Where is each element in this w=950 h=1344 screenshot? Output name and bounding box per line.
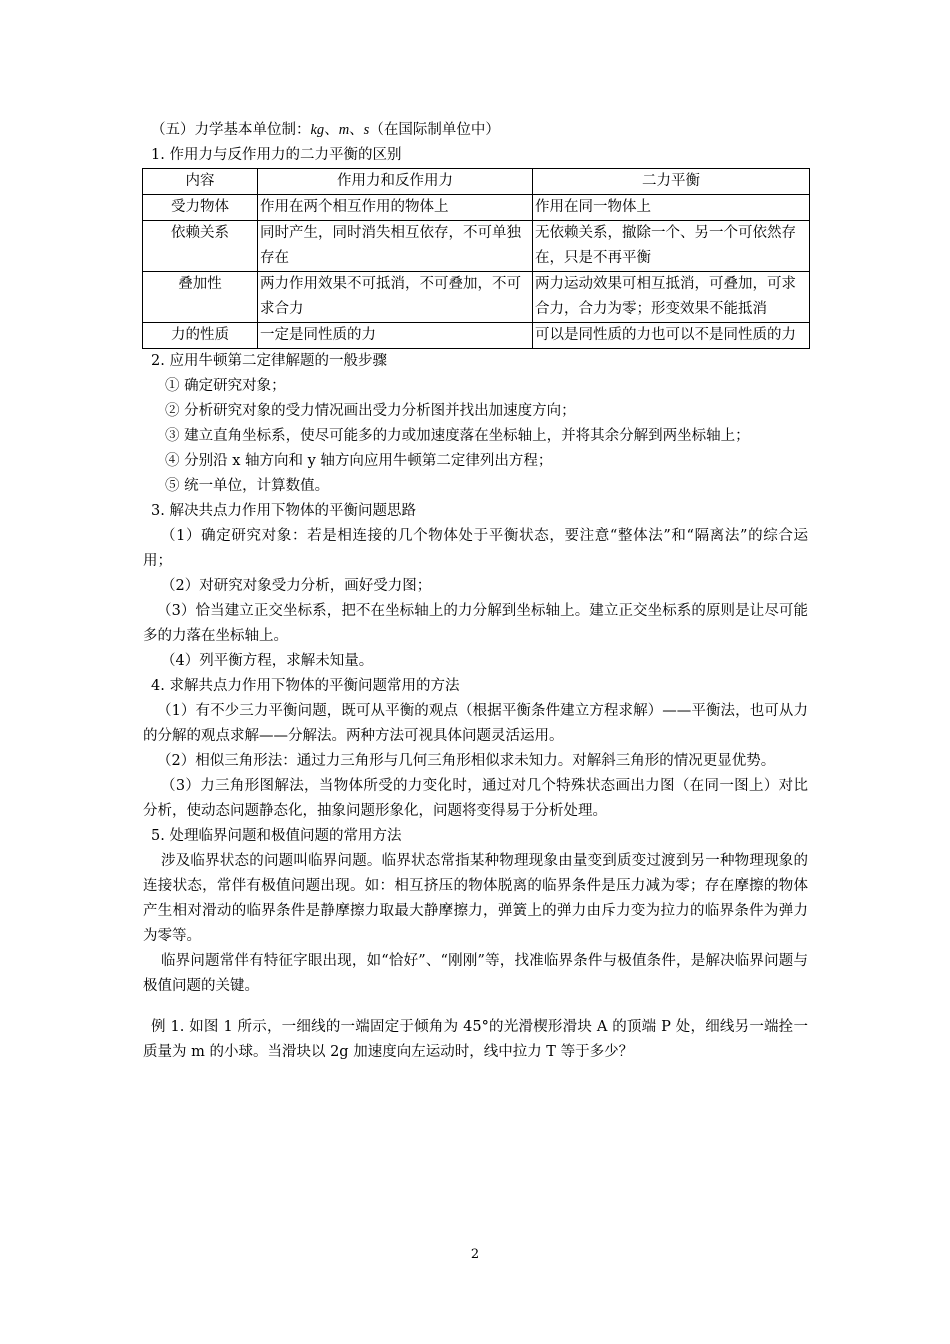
table-row-label: 力的性质 [143,323,258,349]
units-heading-suffix: （在国际制单位中） [369,122,500,138]
example-1: 例 1. 如图 1 所示，一细线的一端固定于倾角为 45°的光滑楔形滑块 A 的顶端 P 处，细线另一端拴一质量为 m 的小球。当滑块以 2g 加速度向左运动时，线中拉力 T 等于多少？ [143,1019,808,1060]
section1-title: 1. 作用力与反作用力的二力平衡的区别 [151,147,402,163]
table-row-label: 受力物体 [143,195,258,221]
document-body [143,118,808,1065]
section5-paragraph: 涉及临界状态的问题叫临界问题。临界状态常指某种物理现象由量变到质变过渡到另一种物理现象的连接状态，常伴有极值问题出现。如：相互挤压的物体脱离的临界条件是压力减为零；存在摩擦的物体产生相对滑动的临界条件是静摩擦力取最大静摩擦力，弹簧上的弹力由斥力变为拉力的临界条件为弹力为零等。 [143,853,808,944]
section2-step: ① 确定研究对象； [165,378,286,394]
unit-m: m [338,122,350,138]
section5-paragraph: 临界问题常伴有特征字眼出现，如“恰好”、“刚刚”等，找准临界条件与极值条件，是解决临界问题与极值问题的关键。 [143,953,808,994]
section2-step: ⑤ 统一单位，计算数值。 [165,478,330,494]
section4-item: （1）有不少三力平衡问题，既可从平衡的观点（根据平衡条件建立方程求解）——平衡法，也可从力的分解的观点求解——分解法。两种方法可视具体问题灵活运用。 [143,703,808,744]
section4-item: （3）力三角形图解法，当物体所受的力变化时，通过对几个特殊状态画出力图（在同一图上）对比分析，使动态问题静态化，抽象问题形象化，问题将变得易于分析处理。 [143,778,808,819]
table-row [143,272,810,323]
units-sep: 、 [349,122,364,138]
section2-step: ③ 建立直角坐标系，使尽可能多的力或加速度落在坐标轴上，并将其余分解到两坐标轴上； [165,428,750,444]
section2-step: ② 分析研究对象的受力情况画出受力分析图并找出加速度方向； [165,403,576,419]
comparison-table [142,168,810,349]
table-header-cell: 内容 [143,169,258,195]
table-row-label: 依赖关系 [143,221,258,272]
table-cell: 两力运动效果可相互抵消，可叠加，可求合力，合力为零；形变效果不能抵消 [533,272,810,323]
table-row [143,323,810,349]
table-cell: 一定是同性质的力 [258,323,533,349]
table-header-cell: 作用力和反作用力 [258,169,533,195]
units-sep: 、 [324,122,339,138]
unit-kg: kg [310,122,325,138]
spacer [143,999,808,1015]
section5-title: 5. 处理临界问题和极值问题的常用方法 [151,828,402,844]
page-number: 2 [470,1247,480,1262]
table-row [143,221,810,272]
units-heading-prefix: （五）力学基本单位制： [151,122,311,138]
section3-item: （4）列平衡方程，求解未知量。 [161,653,374,669]
table-cell: 两力作用效果不可抵消，不可叠加，不可求合力 [258,272,533,323]
table-cell: 作用在两个相互作用的物体上 [258,195,533,221]
table-header-row [143,169,810,195]
table-header-cell: 二力平衡 [533,169,810,195]
table-cell: 无依赖关系，撤除一个、另一个可依然存在，只是不再平衡 [533,221,810,272]
section2-title: 2. 应用牛顿第二定律解题的一般步骤 [151,353,387,369]
table-row-label: 叠加性 [143,272,258,323]
section3-item: （1）确定研究对象：若是相连接的几个物体处于平衡状态，要注意“整体法”和“隔离法”的综合运用； [143,528,808,569]
section2-step: ④ 分别沿 x 轴方向和 y 轴方向应用牛顿第二定律列出方程； [165,453,553,469]
table-cell: 同时产生，同时消失相互依存，不可单独存在 [258,221,533,272]
section3-item: （3）恰当建立正交坐标系，把不在坐标轴上的力分解到坐标轴上。建立正交坐标系的原则是让尽可能多的力落在坐标轴上。 [143,603,808,644]
section3-title: 3. 解决共点力作用下物体的平衡问题思路 [151,503,416,519]
section4-title: 4. 求解共点力作用下物体的平衡问题常用的方法 [151,678,460,694]
section3-item: （2）对研究对象受力分析，画好受力图； [161,578,432,594]
table-row [143,195,810,221]
table-cell: 可以是同性质的力也可以不是同性质的力 [533,323,810,349]
section4-item: （2）相似三角形法：通过力三角形与几何三角形相似求未知力。对解斜三角形的情况更显优势。 [157,753,776,769]
unit-s: s [363,122,370,138]
units-heading [143,118,808,143]
table-cell: 作用在同一物体上 [533,195,810,221]
